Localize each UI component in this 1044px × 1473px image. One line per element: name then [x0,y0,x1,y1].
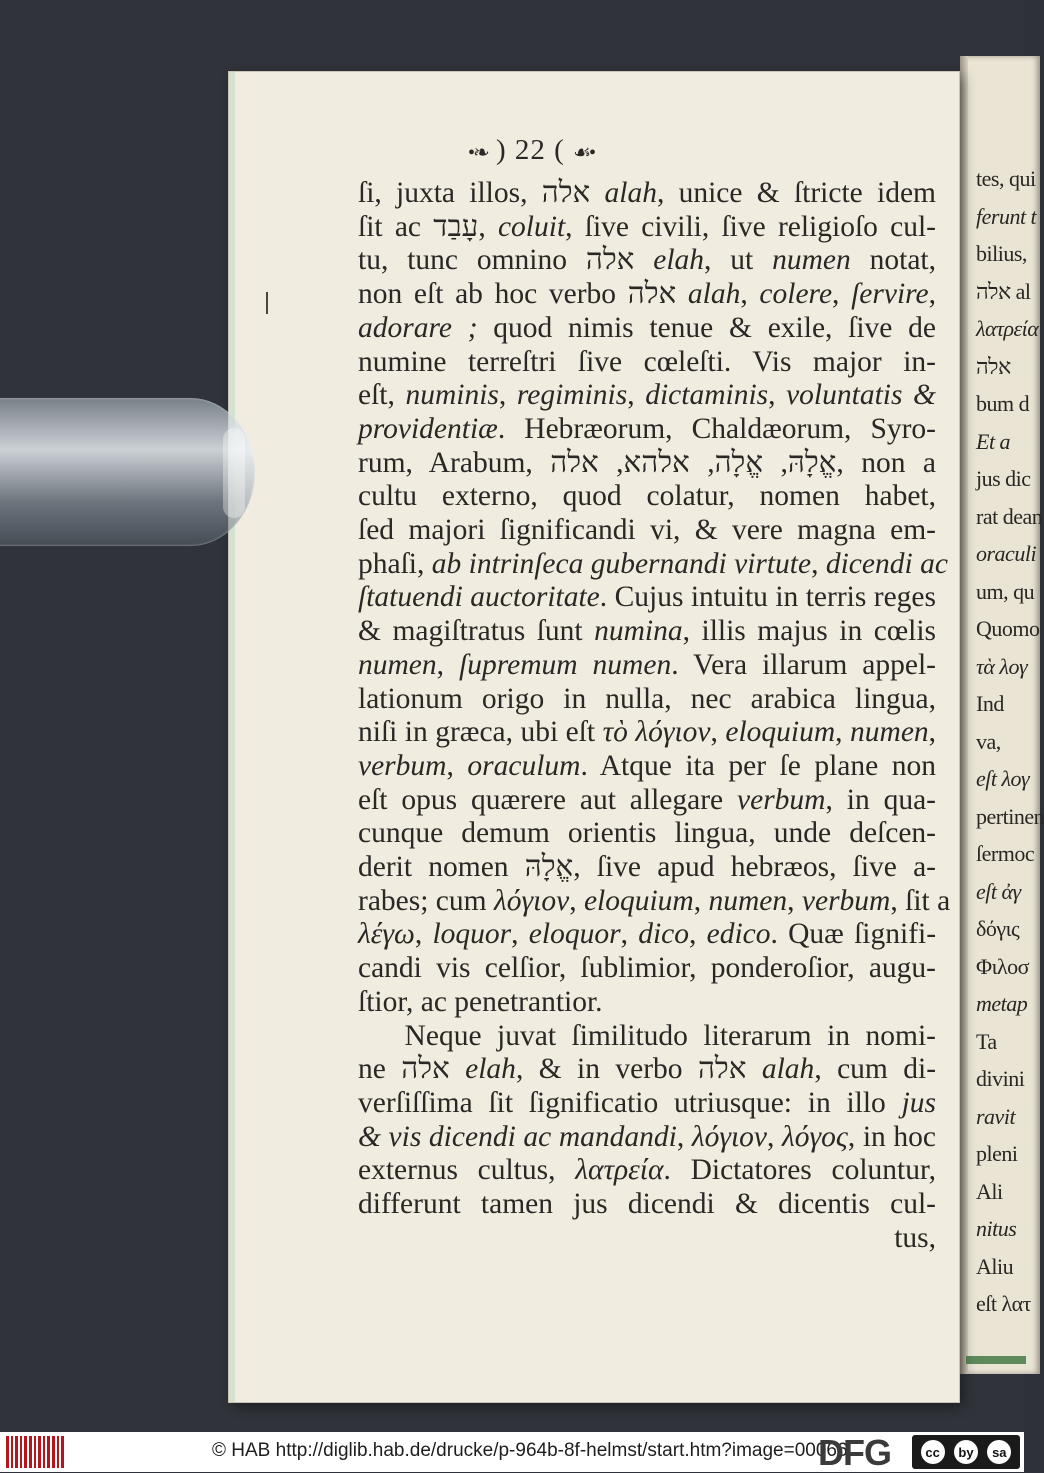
next-page-fragment: δόγις [976,916,1020,941]
next-page-fragment: ravit [976,1103,1016,1129]
text-line: cultu externo, quod colatur, nomen habet, [358,480,936,513]
text-line: derit nomen אֱלָהּ, ſive apud hebræos, ſive a- [358,851,936,883]
next-page-fragment: ferunt t [976,203,1037,229]
next-page-fragment: divini [976,1066,1025,1091]
next-page-fragment: Ali [976,1178,1003,1204]
next-page-fragment: rat dean [976,503,1043,529]
text-line: cunque demum orientis lingua, unde deſcen- [358,817,936,850]
page-header [0,134,1024,167]
next-page-fragment: oraculi [976,541,1037,566]
next-page-fragment: bum d [976,391,1030,416]
text-line: differunt tamen jus dicendi & dicentis cul- [358,1188,936,1220]
text-line: non eſt ab hoc verbo אלה alah, colere, ſervire, [358,278,937,311]
by-icon: by [954,1440,978,1464]
text-line: candi vis celſior, ſublimior, ponderoſior, augu- [358,952,936,985]
page-edge-green [966,1356,1026,1364]
next-page-fragment: τὰ λογ [976,653,1028,679]
ornament-left: •❧ [467,142,488,164]
text-line: eſt opus quærere aut allegare verbum, in qua- [358,783,936,816]
next-page-fragment: um, qu [976,578,1035,604]
text-line: ſi, juxta illos, אלה alah, unice & ſtricte idem [358,177,936,209]
next-page-fragment: Φιλοσ [976,953,1030,979]
source-credit[interactable]: © HAB http://diglib.hab.de/drucke/p-964b-8f-helmst/start.htm?image=00066 [212,1440,848,1461]
glass-clamp [0,398,255,546]
text-line: adorare ; quod nimis tenue & exile, ſive de [358,311,936,344]
text-line: ſtior, ac penetrantior. [358,985,603,1018]
text-line: Neque juvat ſimilitudo literarum in nomi- [358,1019,936,1052]
next-page-fragment: אלה al [976,278,1031,304]
next-page-fragment: Ta [976,1028,997,1054]
next-page-fragment: eſt λατ [976,1291,1032,1316]
text-line: eſt, numinis, regiminis, dictaminis, voluntatis & [358,379,936,412]
next-page-fragment: Aliu [976,1253,1014,1279]
next-page-fragment: pleni [976,1141,1018,1166]
text-line: λέγω, loquor, eloquor, dico, edico. Quæ ſignifi- [358,918,937,951]
page-number: ) 22 ( [496,134,565,166]
text-line: phaſi, ab intrinſeca gubernandi virtute, dicendi ac [358,547,948,580]
next-page-fragment: pertinen [976,803,1044,829]
text-line: tus, [894,1221,936,1254]
next-page-fragment: bilius, [976,241,1027,266]
text-line: numen, ſupremum numen. Vera illarum appel- [358,648,937,681]
text-line: verſiſſima ſit ſignificatio utriusque: in illo jus [358,1086,936,1119]
next-page-fragment: eſt λογ [976,766,1030,791]
next-page-fragment: אלה [976,353,1011,379]
text-line: niſi in græca, ubi eſt τὸ λόγιον, eloquium, numen, [358,716,937,749]
sa-icon: sa [987,1440,1011,1464]
next-page-fragment: eſt ἀγ [976,878,1021,904]
text-line: ſed majori ſignificandi vi, & vere magna em- [358,514,936,546]
next-page-fragment: va, [976,728,1001,754]
margin-mark [266,292,268,314]
next-page-fragment: Et a [976,428,1011,454]
text-line: ſit ac עָבַד, coluit, ſive civili, ſive religioſo cul- [358,210,936,243]
dfg-logo[interactable]: DFG [818,1432,891,1473]
next-page-fragment: ſermoc [976,841,1035,866]
text-line: ne אלה elah, & in verbo אלה alah, cum di- [358,1053,937,1086]
book-gutter [960,56,968,1374]
text-line: tu, tunc omnino אלה elah, ut numen notat, [358,244,936,277]
license-badge[interactable] [912,1435,1020,1469]
text-line: & magiſtratus ſunt numina, illis majus in cœlis [358,615,936,648]
next-page-fragment: nitus [976,1216,1017,1241]
text-line: rabes; cum λόγιον, eloquium, numen, verbum, ſit a [358,884,951,917]
next-page-fragment: jus dic [976,466,1031,491]
next-page-fragment: Ind [976,691,1004,716]
viewer-footer [0,1432,1024,1472]
next-page-fragment: tes, qui [976,166,1036,191]
text-line: providentiæ. Hebræorum, Chaldæorum, Syro- [358,412,936,445]
next-page-fragment: λατρεία [976,316,1039,341]
text-line: externus cultus, λατρεία. Dictatores coluntur, [358,1154,936,1187]
text-line: & vis dicendi ac mandandi, λόγιον, λόγος, in hoc [358,1120,937,1153]
text-line: verbum, oraculum. Atque ita per ſe plane non [358,749,937,782]
ornament-right: ☙• [573,142,595,164]
hab-logo-icon[interactable] [6,1436,64,1468]
text-line: numine terreſtri ſive cœleſti. Vis major in- [358,345,936,378]
cc-icon: cc [921,1440,945,1464]
next-page-fragment: metap [976,991,1028,1016]
text-line: ſtatuendi auctoritate. Cujus intuitu in terris reges [358,581,936,614]
page-edge [229,72,235,1402]
next-page-fragment: Quomo [976,616,1040,641]
text-line: lationum origo in nulla, nec arabica lingua, [358,682,936,715]
text-line: rum, Arabum, אֱלָהּ, אֱלָה, אלהא, אלה, non a [358,446,937,479]
